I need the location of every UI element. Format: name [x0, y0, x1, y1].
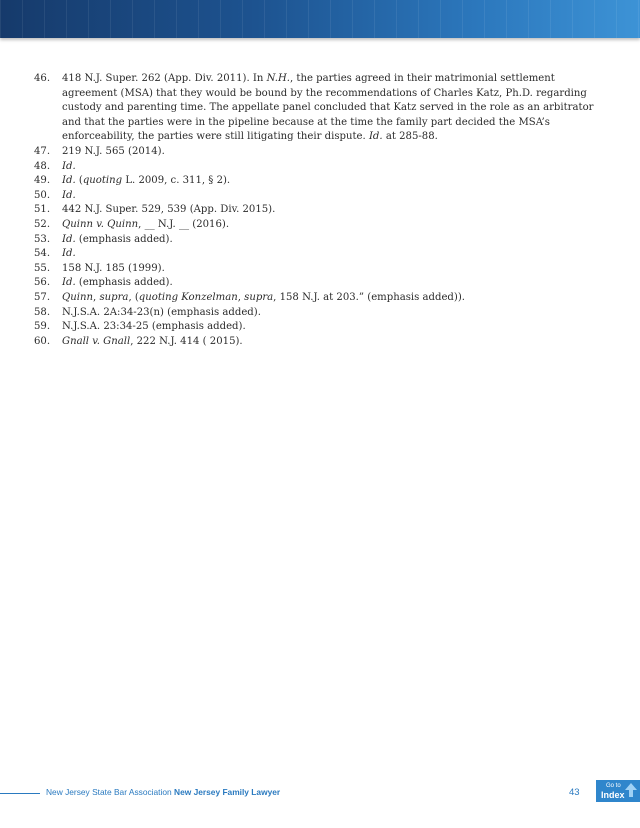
endnote-number: 46. — [34, 73, 51, 84]
endnote-text: Quinn, supra, (quoting Konzelman, supra, 158 N.J. at 203.” (emphasis added)). — [62, 291, 465, 303]
footer-credit — [46, 787, 280, 797]
endnote-text: 442 N.J. Super. 529, 539 (App. Div. 2015). — [62, 204, 276, 216]
endnote-item — [34, 233, 604, 248]
endnote-number: 57. — [34, 291, 51, 303]
endnote-item — [34, 276, 604, 291]
endnote-number: 56. — [34, 277, 51, 289]
endnote-text: Id. — [62, 248, 76, 260]
endnote-text: 418 N.J. Super. 262 (App. Div. 2011). In N.H., the parties agreed in their matrimonial settlement agreement (MSA) that they would be bound by the recommendations of Charles Katz, Ph.D. regarding custody and parenting time. The appellate panel concluded that Katz served in the role as an arbitrator and that the parties were in the pipeline because at the time the family part decided the MSA’s enforceability, the parties were still litigating their dispute. Id. at 285-88. — [62, 73, 594, 143]
up-arrow-icon — [624, 782, 638, 798]
endnote-item — [34, 291, 604, 306]
endnote-item — [34, 335, 604, 350]
endnote-text: Id. — [62, 189, 76, 201]
footer-publication: New Jersey Family Lawyer — [174, 787, 281, 797]
endnote-text: N.J.S.A. 2A:34-23(n) (emphasis added). — [62, 306, 261, 318]
endnote-text: 219 N.J. 565 (2014). — [62, 145, 165, 157]
endnote-item — [34, 262, 604, 277]
go-to-label: Go to — [606, 783, 621, 789]
go-to-index-button[interactable] — [596, 780, 640, 802]
endnote-item — [34, 247, 604, 262]
endnote-number: 50. — [34, 189, 51, 201]
endnote-number: 53. — [34, 233, 51, 245]
page-number: 43 — [569, 787, 580, 798]
endnote-item — [34, 160, 604, 175]
endnote-number: 59. — [34, 321, 51, 333]
endnote-text: 158 N.J. 185 (1999). — [62, 262, 165, 274]
endnote-item — [34, 174, 604, 189]
endnote-text: Id. (emphasis added). — [62, 277, 173, 289]
endnotes-list — [34, 72, 604, 349]
endnote-item — [34, 145, 604, 160]
footer-association: New Jersey State Bar Association — [46, 787, 172, 797]
endnote-text: Id. (emphasis added). — [62, 233, 173, 245]
endnote-number: 54. — [34, 248, 51, 260]
endnote-number: 60. — [34, 335, 51, 347]
endnote-text: Id. (quoting L. 2009, c. 311, § 2). — [62, 175, 231, 187]
endnote-number: 52. — [34, 218, 51, 230]
footer-rule — [0, 793, 40, 794]
index-label: Index — [601, 790, 625, 800]
endnote-number: 58. — [34, 306, 51, 318]
endnote-text: N.J.S.A. 23:34-25 (emphasis added). — [62, 321, 246, 333]
endnote-number: 49. — [34, 175, 51, 187]
endnote-item — [34, 306, 604, 321]
endnote-item — [34, 320, 604, 335]
endnote-item — [34, 72, 604, 145]
endnote-text: Gnall v. Gnall, 222 N.J. 414 ( 2015). — [62, 335, 243, 347]
endnote-text: Quinn v. Quinn, __ N.J. __ (2016). — [62, 218, 230, 230]
endnote-number: 48. — [34, 160, 51, 172]
endnote-item — [34, 203, 604, 218]
header-banner — [0, 0, 640, 38]
endnote-number: 55. — [34, 262, 51, 274]
endnote-item — [34, 218, 604, 233]
endnote-number: 47. — [34, 145, 51, 157]
endnote-item — [34, 189, 604, 204]
endnote-text: Id. — [62, 160, 76, 172]
endnote-number: 51. — [34, 204, 51, 216]
